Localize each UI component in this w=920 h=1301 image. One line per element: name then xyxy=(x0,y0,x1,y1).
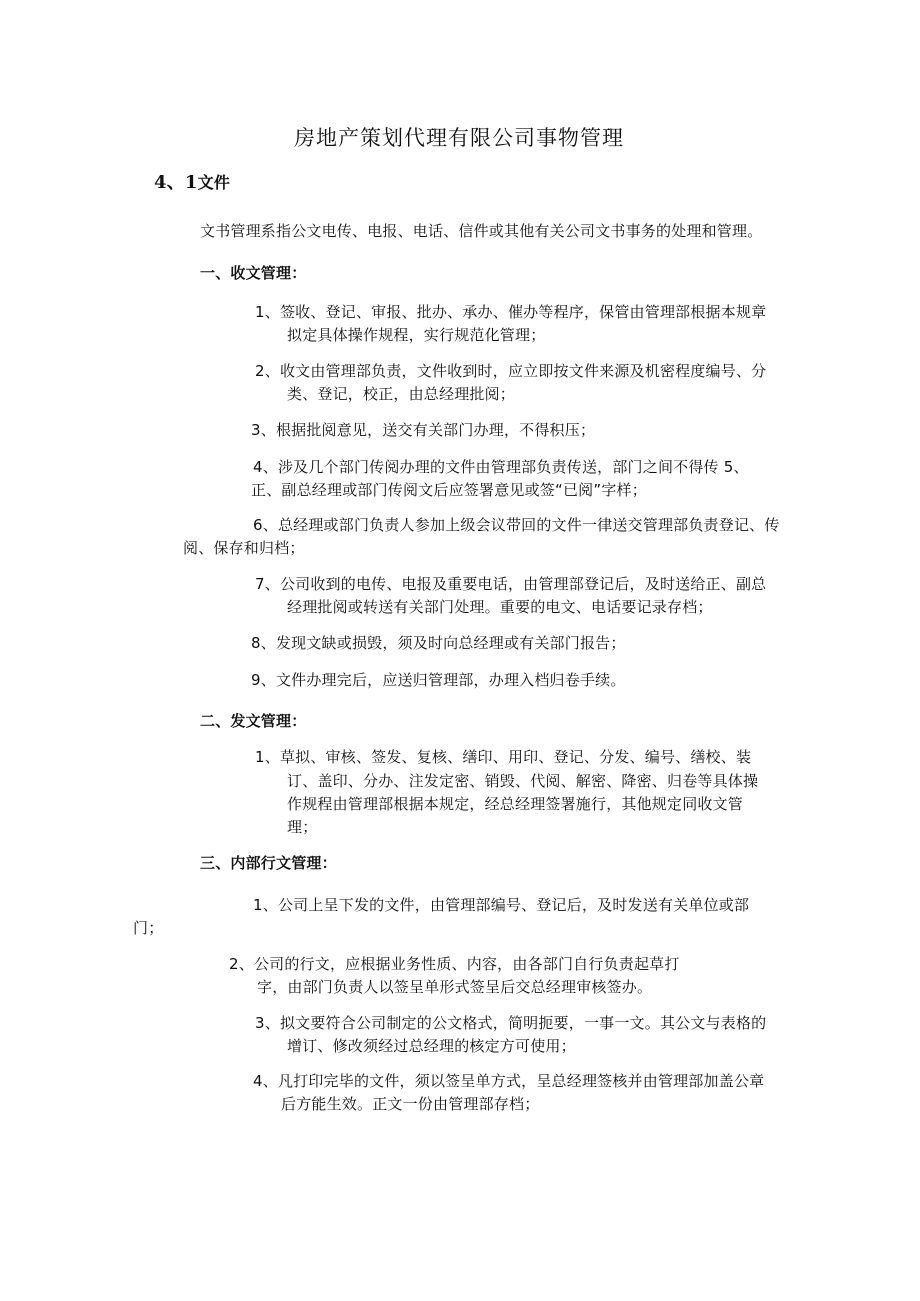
list-item: 作规程由管理部根据本规定，经总经理签署施行，其他规定同收文管 xyxy=(287,795,744,813)
list-item: 6、总经理或部门负责人参加上级会议带回的文件一律送交管理部负责登记、传 xyxy=(253,516,780,534)
section-number: 4、1 xyxy=(154,172,198,193)
list-item: 增订、修改须经过总经理的核定方可使用； xyxy=(287,1037,576,1055)
list-item: 后方能生效。正文一份由管理部存档； xyxy=(281,1095,540,1113)
list-item: 拟定具体操作规程，实行规范化管理； xyxy=(287,326,546,344)
list-item: 1、签收、登记、审报、批办、承办、催办等程序，保管由管理部根据本规章 xyxy=(255,303,767,321)
list-item: 9、文件办理完后，应送归管理部，办理入档归卷手续。 xyxy=(251,671,626,689)
list-item: 3、拟文要符合公司制定的公文格式，简明扼要，一事一文。其公文与表格的 xyxy=(255,1014,767,1032)
list-item: 类、登记，校正，由总经理批阅； xyxy=(287,385,516,403)
list-item: 门； xyxy=(133,919,164,937)
list-item: 7、公司收到的电传、电报及重要电话，由管理部登记后，及时送给正、副总 xyxy=(255,575,767,593)
list-item: 1、草拟、审核、签发、复核、缮印、用印、登记、分发、编号、缮校、装 xyxy=(255,748,752,766)
list-item: 8、发现文缺或损毁，须及时向总经理或有关部门报告； xyxy=(251,634,626,652)
list-item: 3、根据批阅意见，送交有关部门办理，不得积压； xyxy=(251,421,596,439)
list-item: 字，由部门负责人以签呈单形式签呈后交总经理审核签办。 xyxy=(257,978,653,996)
page-title: 房地产策划代理有限公司事物管理 xyxy=(294,126,624,150)
list-item: 4、凡打印完毕的文件，须以签呈单方式，呈总经理签核并由管理部加盖公章 xyxy=(253,1072,765,1090)
list-item: 订、盖印、分办、注发定密、销毁、代阅、解密、降密、归卷等具体操 xyxy=(287,772,759,790)
intro-paragraph: 文书管理系指公文电传、电报、电话、信件或其他有关公司文书事务的处理和管理。 xyxy=(200,222,763,240)
list-item: 4、涉及几个部门传阅办理的文件由管理部负责传送，部门之间不得传 5、 xyxy=(253,458,749,476)
list-item: 阅、保存和归档； xyxy=(183,539,305,557)
list-item: 经理批阅或转送有关部门处理。重要的电文、电话要记录存档； xyxy=(287,598,713,616)
list-item: 2、收文由管理部负责，文件收到时，应立即按文件来源及机密程度编号、分 xyxy=(255,362,767,380)
list-item: 正、副总经理或部门传阅文后应签署意见或签“已阅”字样； xyxy=(251,481,647,499)
list-item: 2、公司的行文，应根据业务性质、内容，由各部门自行负责起草打 xyxy=(229,955,680,973)
part2-heading: 二、发文管理： xyxy=(200,712,307,730)
part1-heading: 一、收文管理： xyxy=(200,264,307,282)
section-label: 文件 xyxy=(197,173,231,192)
part3-heading: 三、内部行文管理： xyxy=(200,854,337,872)
list-item: 1、公司上呈下发的文件，由管理部编号、登记后，及时发送有关单位或部 xyxy=(253,896,750,914)
section-heading xyxy=(154,174,230,192)
list-item: 理； xyxy=(287,818,318,836)
